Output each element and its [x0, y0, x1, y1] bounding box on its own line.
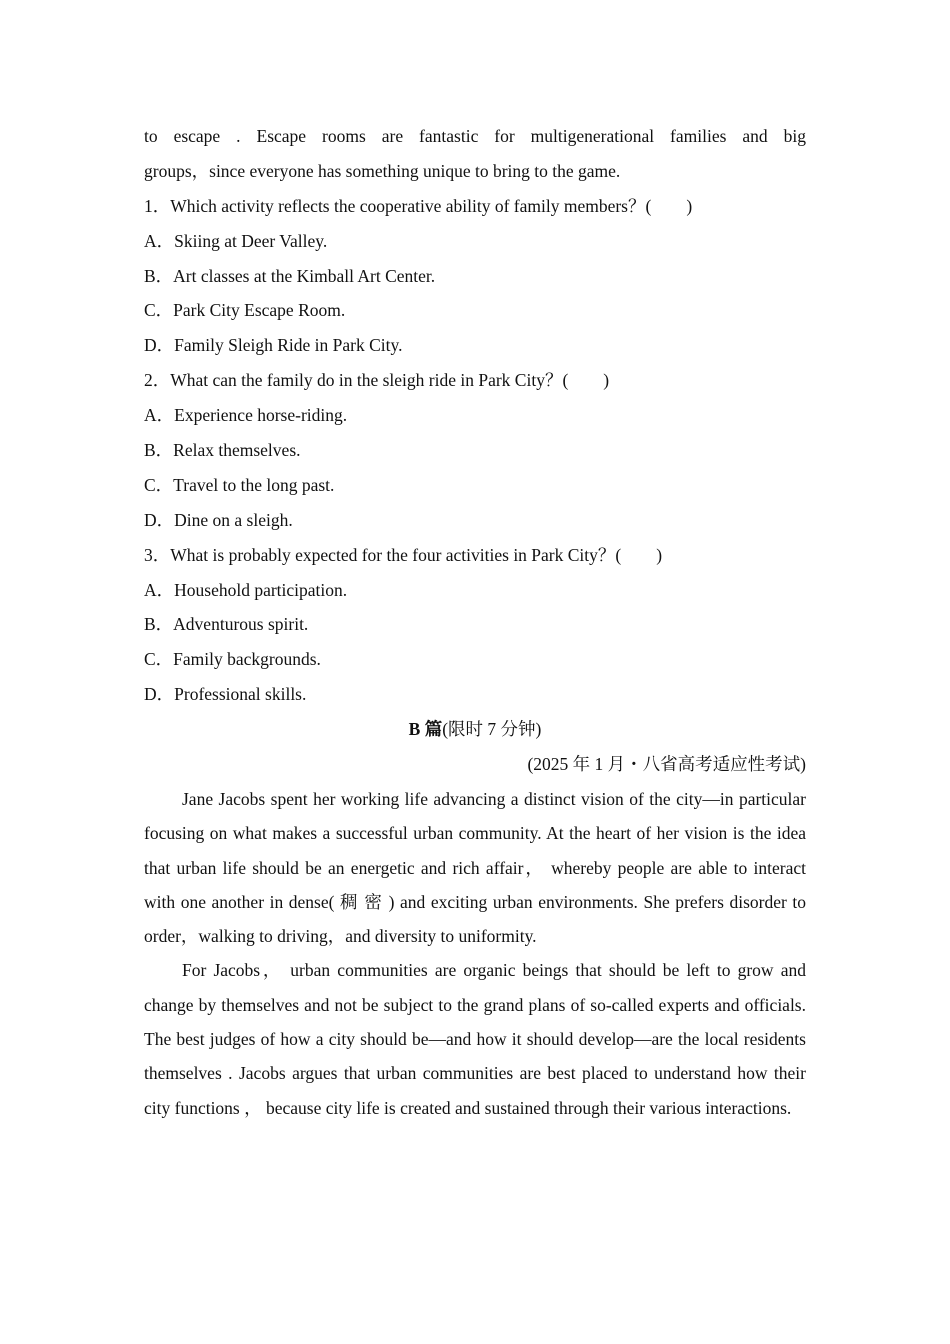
question-1-stem: 1．Which activity reflects the cooperative ability of family members？( )	[144, 195, 693, 216]
intro-line-1: to escape . Escape rooms are fantastic for multigenerational families and big	[144, 126, 806, 146]
question-1-option-b: B．Art classes at the Kimball Art Center.	[144, 265, 436, 286]
question-2-option-a: A．Experience horse-riding.	[144, 405, 348, 426]
section-title	[144, 712, 806, 747]
question-2-option-d: D．Dine on a sleigh.	[144, 509, 293, 530]
question-3-option-b: B．Adventurous spirit.	[144, 614, 309, 635]
document-page	[144, 119, 806, 1125]
question-1-option-a: A．Skiing at Deer Valley.	[144, 230, 328, 251]
section-title-label: B 篇	[408, 719, 443, 740]
question-1-option-c: C．Park City Escape Room.	[144, 300, 346, 321]
section-source: (2025 年 1 月・八省高考适应性考试)	[527, 754, 806, 775]
question-3-option-d: D．Professional skills.	[144, 684, 307, 705]
question-1-option-d: D．Family Sleigh Ride in Park City.	[144, 335, 403, 356]
passage-paragraph-1: Jane Jacobs spent her working life advancing a distinct vision of the city—in particular focusing on what makes a successful urban community. At the heart of her vision is the idea that urban life should be an energetic and rich affair， whereby people are able to interact with one another in dense( 稠 密 ) and exciting urban environments. She prefers disorder to order，walking to driving，and diversity to uniformity.	[144, 788, 806, 947]
question-3-stem: 3．What is probably expected for the four activities in Park City？( )	[144, 544, 663, 565]
question-2-option-c: C．Travel to the long past.	[144, 474, 335, 495]
passage-paragraph-2: For Jacobs， urban communities are organic beings that should be left to grow and change by themselves and not be subject to the grand plans of so-called experts and officials. The best judges of how a city should be—and how it should develop—are the local residents themselves . Jacobs argues that urban communities are best placed to understand how their city functions ， because city life is created and sustained through their various interactions.	[144, 960, 806, 1118]
question-3-option-c: C．Family backgrounds.	[144, 649, 321, 670]
question-3-option-a: A．Household participation.	[144, 579, 348, 600]
question-2-stem: 2．What can the family do in the sleigh ride in Park City？( )	[144, 370, 610, 391]
question-2-option-b: B．Relax themselves.	[144, 440, 301, 461]
intro-line-2: groups，since everyone has something unique to bring to the game.	[144, 160, 621, 181]
section-time-limit: (限时 7 分钟)	[442, 719, 542, 740]
